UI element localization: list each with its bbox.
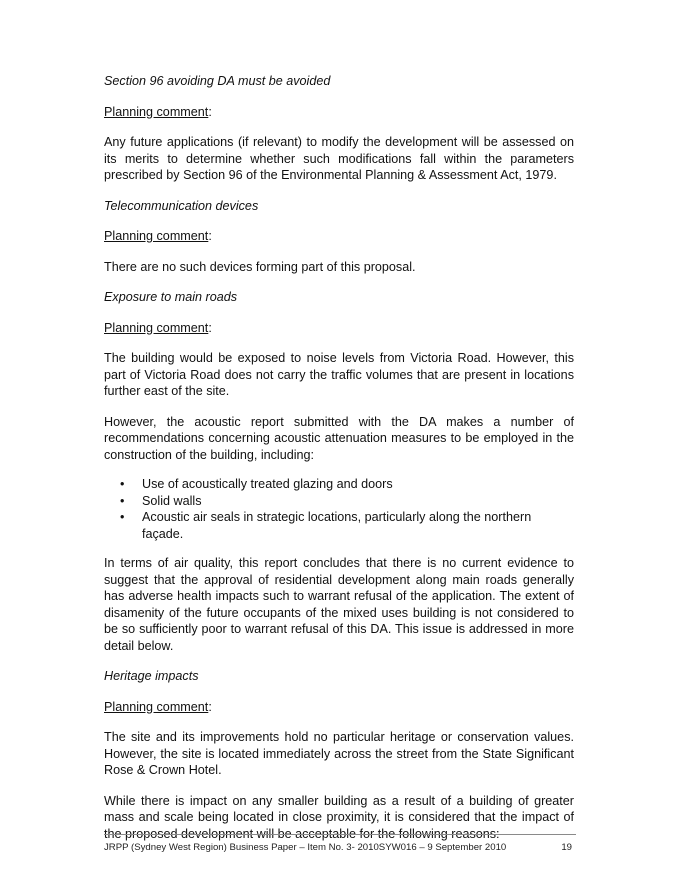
list-item-text: Acoustic air seals in strategic locations, particularly along the northern façade. [142,510,532,541]
list-item [104,476,574,493]
planning-comment-label-3 [104,320,574,337]
heritage-heading: Heritage impacts [104,669,199,683]
label-colon: : [208,699,212,714]
section-96-heading: Section 96 avoiding DA must be avoided [104,74,331,88]
planning-comment-label-1 [104,104,574,121]
heritage-comment-1: The site and its improvements hold no particular heritage or conservation values. However, the site is located immediately across the street from the State Significant Rose & Crown Hotel. [104,730,574,777]
main-roads-comment-2: However, the acoustic report submitted with the DA makes a number of recommendations concerning acoustic attenuation measures to be employed in the construction of the building, including: [104,414,574,462]
footer-text: JRPP (Sydney West Region) Business Paper – Item No. 3- 2010SYW016 – 9 September 2010 [104,842,507,853]
main-roads-heading: Exposure to main roads [104,290,238,304]
page-footer [104,834,576,854]
planning-comment-label-2 [104,228,574,245]
label-colon: : [208,229,212,243]
page-number: 19 [561,842,572,853]
telecommunication-heading: Telecommunication devices [104,198,259,213]
list-item [104,509,574,542]
label-colon: : [208,320,212,335]
page-body [104,73,574,842]
telecommunication-comment: There are no such devices forming part of this proposal. [104,259,416,274]
bullet-icon: • [120,510,125,524]
list-item [104,493,574,510]
planning-comment-text: Planning comment [104,229,209,243]
bullet-icon: • [120,477,125,491]
label-colon: : [208,104,212,119]
list-item-text: Use of acoustically treated glazing and doors [142,477,393,491]
air-quality-paragraph: In terms of air quality, this report concludes that there is no current evidence to suggest that the approval of residential development along main roads generally has adverse health impacts such to warrant refusal of the application. The extent of disamenity of the future occupants of the mixed uses building is not considered to be so sufficiently poor to warrant refusal of this DA. This issue is addressed in more detail below. [104,556,574,653]
planning-comment-text: Planning comment [104,320,209,335]
section-96-comment: Any future applications (if relevant) to modify the development will be assessed on its merits to determine whether such modifications fall within the parameters prescribed by Section 96 of the Environmental Planning & Assessment Act, 1979. [104,135,574,182]
main-roads-comment-1: The building would be exposed to noise levels from Victoria Road. However, this part of Victoria Road does not carry the traffic volumes that are present in locations further east of the site. [104,351,574,398]
acoustic-measures-list [104,476,574,542]
planning-comment-text: Planning comment [104,104,209,119]
list-item-text: Solid walls [142,493,202,508]
planning-comment-label-4 [104,699,574,716]
bullet-icon: • [120,493,125,508]
planning-comment-text: Planning comment [104,699,209,714]
heritage-comment-2: While there is impact on any smaller building as a result of a building of greater mass and scale being located in close proximity, it is considered that the impact of the proposed development will be acceptable for the following reasons: [104,793,574,841]
